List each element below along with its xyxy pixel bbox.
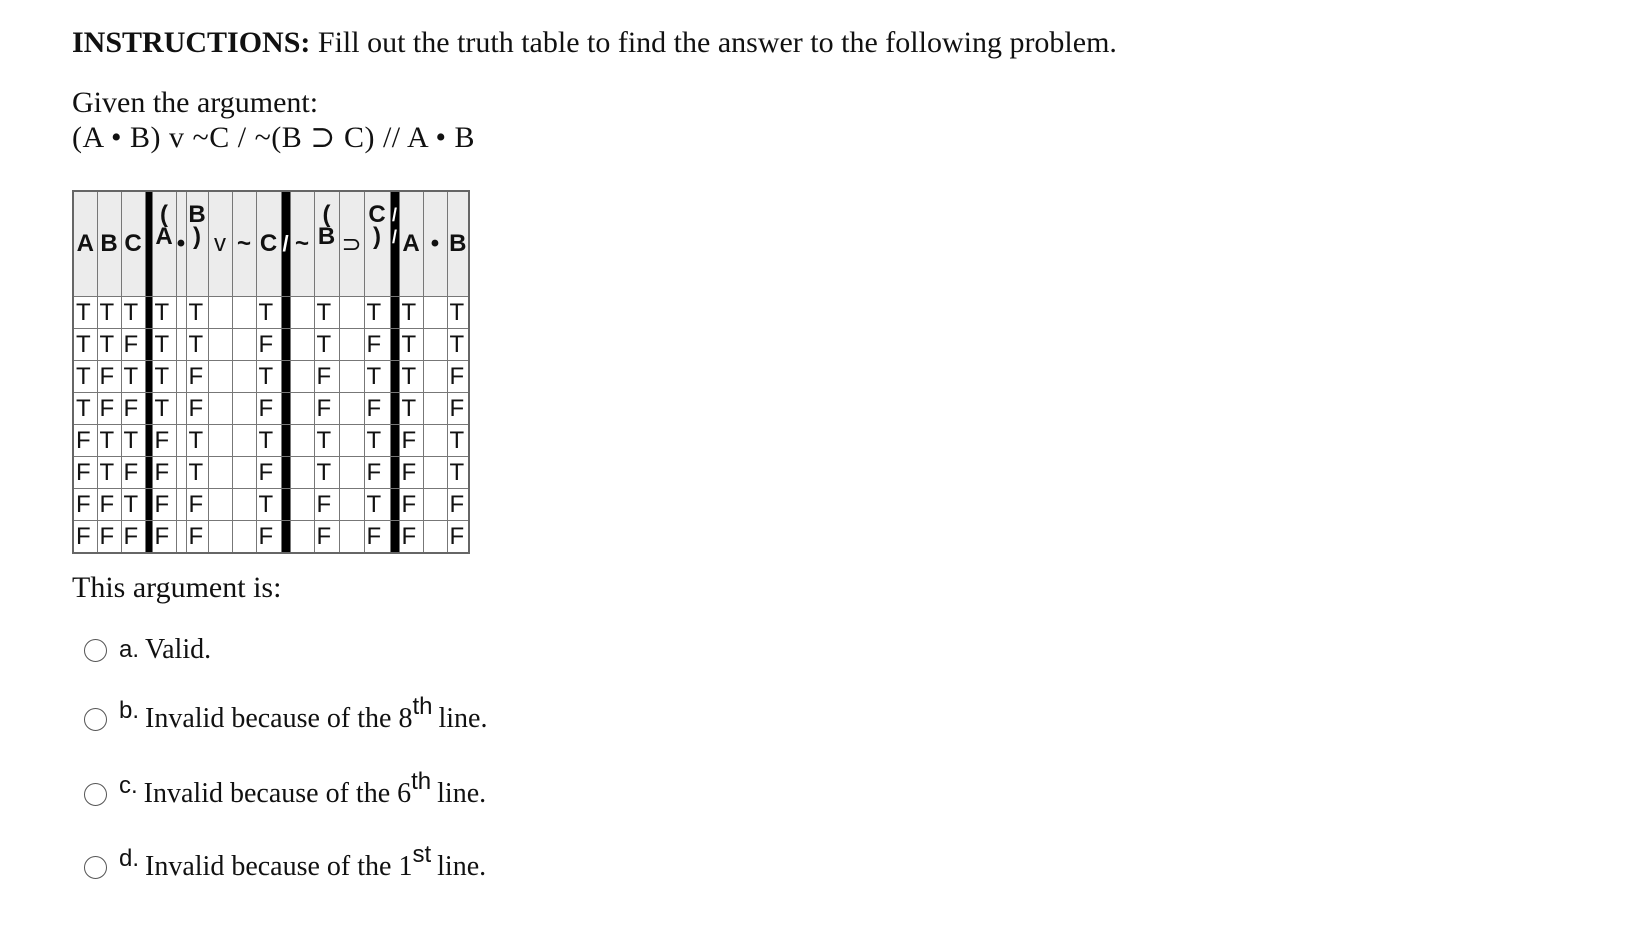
table-row: [73, 297, 469, 329]
table-cell-empty: [176, 329, 186, 361]
table-cell: T: [97, 425, 121, 457]
table-cell: F: [447, 393, 469, 425]
option-text: Invalid because of the 6: [143, 778, 412, 809]
table-cell-empty: [423, 425, 447, 457]
table-cell-empty: [176, 457, 186, 489]
header-slash-2a: /: [391, 205, 398, 225]
table-cell-empty: [290, 489, 314, 521]
table-cell-empty: [176, 297, 186, 329]
table-cell: T: [152, 361, 176, 393]
header-c-b: B: [447, 191, 469, 297]
option-text-end: line.: [437, 778, 487, 809]
table-cell: F: [97, 393, 121, 425]
header-close-paren: ): [193, 223, 201, 250]
radio-button-d[interactable]: [84, 856, 107, 879]
table-cell-empty: [290, 297, 314, 329]
radio-button-a[interactable]: [84, 639, 107, 662]
header-c: C: [121, 191, 145, 297]
table-cell: F: [73, 425, 97, 457]
separator-bar: [145, 489, 152, 521]
separator-bar: [390, 457, 399, 489]
separator-bar: [145, 297, 152, 329]
table-cell: F: [121, 393, 145, 425]
table-cell: T: [121, 297, 145, 329]
table-cell-empty: [208, 521, 232, 554]
table-row: [73, 489, 469, 521]
table-cell-empty: [176, 361, 186, 393]
table-cell: F: [314, 393, 339, 425]
table-cell: F: [399, 521, 423, 554]
separator-bar: [281, 457, 290, 489]
given-label: Given the argument:: [72, 86, 319, 119]
table-cell-empty: [339, 393, 364, 425]
table-cell-empty: [290, 329, 314, 361]
table-cell: F: [256, 457, 281, 489]
table-cell-empty: [208, 489, 232, 521]
option-a[interactable]: [84, 634, 211, 666]
table-cell: F: [447, 361, 469, 393]
separator-bar: [281, 489, 290, 521]
option-text: Valid.: [145, 634, 212, 665]
separator-bar: [281, 297, 290, 329]
separator-bar: [145, 191, 152, 297]
table-cell: T: [186, 329, 208, 361]
option-b[interactable]: [84, 693, 488, 735]
table-cell: T: [97, 329, 121, 361]
separator-bar: [281, 425, 290, 457]
ordinal-suffix: th: [412, 693, 433, 720]
table-cell: T: [73, 393, 97, 425]
table-cell: F: [256, 393, 281, 425]
header-a: A: [73, 191, 97, 297]
table-cell: T: [121, 425, 145, 457]
header-b: B: [97, 191, 121, 297]
table-cell: T: [364, 361, 390, 393]
instructions-label: INSTRUCTIONS:: [72, 26, 311, 59]
separator-bar: [281, 393, 290, 425]
header-p2-horseshoe: ⊃: [339, 191, 364, 297]
table-row: [73, 521, 469, 554]
header-c-a: A: [399, 191, 423, 297]
separator-bar: [390, 393, 399, 425]
table-cell-empty: [176, 489, 186, 521]
table-cell: F: [97, 489, 121, 521]
table-cell: F: [314, 521, 339, 554]
table-cell-empty: [290, 521, 314, 554]
table-cell: F: [152, 521, 176, 554]
table-cell: F: [364, 329, 390, 361]
separator-bar: [390, 425, 399, 457]
separator-bar: [390, 329, 399, 361]
table-cell: F: [152, 489, 176, 521]
table-cell-empty: [208, 425, 232, 457]
table-cell-empty: [232, 425, 256, 457]
table-cell: F: [256, 329, 281, 361]
separator-bar: [145, 393, 152, 425]
table-cell: F: [121, 521, 145, 554]
table-cell: T: [256, 297, 281, 329]
option-text: Invalid because of the 8: [145, 703, 413, 734]
table-cell-empty: [339, 521, 364, 554]
table-cell-empty: [339, 361, 364, 393]
table-cell: T: [256, 425, 281, 457]
table-cell-empty: [208, 297, 232, 329]
ordinal-suffix: st: [412, 841, 432, 868]
table-header-row: [73, 191, 469, 297]
table-cell: F: [364, 457, 390, 489]
header-b-letter-2: B: [317, 223, 336, 250]
header-close-paren-2: ): [373, 223, 381, 250]
table-cell: T: [447, 425, 469, 457]
table-cell: T: [399, 297, 423, 329]
table-cell: T: [447, 329, 469, 361]
header-b-letter: B: [188, 201, 206, 228]
separator-bar: [145, 361, 152, 393]
table-cell-empty: [208, 393, 232, 425]
question-text: This argument is:: [72, 571, 282, 604]
header-open-paren: (: [160, 201, 168, 228]
table-cell: T: [256, 489, 281, 521]
table-cell: F: [399, 425, 423, 457]
table-cell-empty: [232, 457, 256, 489]
table-cell: F: [364, 521, 390, 554]
table-cell-empty: [232, 297, 256, 329]
table-cell: T: [399, 361, 423, 393]
table-cell: T: [152, 393, 176, 425]
header-p1-dot: •: [176, 191, 186, 297]
table-cell: T: [364, 425, 390, 457]
table-cell-empty: [232, 393, 256, 425]
table-cell: T: [364, 297, 390, 329]
truth-table: [72, 190, 470, 554]
table-cell: F: [186, 393, 208, 425]
table-cell: T: [186, 297, 208, 329]
option-text-end: line.: [438, 703, 488, 734]
table-cell: T: [364, 489, 390, 521]
separator-bar: [390, 191, 399, 297]
table-cell: T: [152, 329, 176, 361]
separator-bar: [390, 297, 399, 329]
table-cell-empty: [339, 425, 364, 457]
separator-bar: [390, 489, 399, 521]
table-cell-empty: [290, 393, 314, 425]
table-cell: T: [121, 361, 145, 393]
table-cell: F: [97, 361, 121, 393]
table-cell-empty: [208, 361, 232, 393]
header-slash-1: /: [282, 231, 289, 256]
separator-bar: [281, 521, 290, 554]
table-cell-empty: [208, 457, 232, 489]
table-cell: F: [447, 521, 469, 554]
table-cell-empty: [290, 457, 314, 489]
separator-bar: [390, 361, 399, 393]
table-cell-empty: [290, 425, 314, 457]
table-cell-empty: [176, 521, 186, 554]
table-cell-empty: [423, 329, 447, 361]
table-cell: F: [97, 521, 121, 554]
header-p1-a: [152, 191, 176, 297]
table-cell: T: [121, 489, 145, 521]
separator-bar: [281, 191, 290, 297]
header-p1-tilde: ~: [232, 191, 256, 297]
table-cell-empty: [232, 489, 256, 521]
header-a-letter: A: [155, 223, 173, 250]
table-cell-empty: [232, 329, 256, 361]
table-cell-empty: [176, 393, 186, 425]
header-p2-b: [314, 191, 339, 297]
header-p1-v: v: [208, 191, 232, 297]
table-cell-empty: [423, 361, 447, 393]
table-cell: T: [186, 457, 208, 489]
table-cell: F: [73, 489, 97, 521]
header-c-dot: •: [423, 191, 447, 297]
table-cell: F: [186, 489, 208, 521]
table-cell: F: [121, 329, 145, 361]
table-cell: F: [256, 521, 281, 554]
option-d[interactable]: [84, 841, 487, 883]
table-cell-empty: [232, 361, 256, 393]
table-cell: F: [73, 521, 97, 554]
option-text: Invalid because of the 1: [145, 851, 413, 882]
table-cell: T: [73, 297, 97, 329]
table-cell: F: [399, 457, 423, 489]
header-p2-tilde: ~: [290, 191, 314, 297]
instructions-text: Fill out the truth table to find the answer to the following problem.: [310, 26, 1117, 59]
table-row: [73, 329, 469, 361]
table-cell: T: [314, 297, 339, 329]
table-cell: F: [314, 489, 339, 521]
option-letter: c.: [119, 772, 138, 799]
table-cell-empty: [176, 425, 186, 457]
table-cell: T: [73, 329, 97, 361]
table-cell-empty: [423, 521, 447, 554]
option-text-end: line.: [437, 851, 487, 882]
table-cell: F: [186, 521, 208, 554]
header-p1-c: C: [256, 191, 281, 297]
table-cell: T: [73, 361, 97, 393]
table-cell: T: [97, 457, 121, 489]
table-cell: T: [447, 297, 469, 329]
table-cell-empty: [339, 329, 364, 361]
table-cell: T: [399, 393, 423, 425]
table-cell-empty: [423, 393, 447, 425]
option-c[interactable]: [84, 768, 487, 810]
table-cell: T: [152, 297, 176, 329]
table-cell: F: [399, 489, 423, 521]
header-slash-2b: /: [391, 227, 398, 247]
table-cell: F: [152, 425, 176, 457]
option-letter: a.: [119, 636, 140, 663]
table-cell: T: [314, 425, 339, 457]
table-cell: F: [186, 361, 208, 393]
option-letter: b.: [119, 697, 140, 724]
table-cell-empty: [339, 297, 364, 329]
table-cell: F: [73, 457, 97, 489]
separator-bar: [145, 521, 152, 554]
table-cell: T: [97, 297, 121, 329]
radio-button-c[interactable]: [84, 783, 107, 806]
table-row: [73, 457, 469, 489]
header-c-letter-2: C: [368, 201, 386, 228]
separator-bar: [145, 425, 152, 457]
separator-bar: [145, 457, 152, 489]
table-cell-empty: [423, 297, 447, 329]
table-row: [73, 361, 469, 393]
separator-bar: [281, 361, 290, 393]
argument-formula: (A • B) v ~C / ~(B ⊃ C) // A • B: [72, 121, 475, 154]
table-cell: F: [364, 393, 390, 425]
table-cell-empty: [339, 457, 364, 489]
header-p2-c: [364, 191, 390, 297]
table-cell: T: [314, 457, 339, 489]
radio-button-b[interactable]: [84, 708, 107, 731]
table-cell-empty: [339, 489, 364, 521]
table-row: [73, 393, 469, 425]
header-open-paren-2: (: [322, 201, 331, 228]
table-cell: F: [314, 361, 339, 393]
table-cell: T: [399, 329, 423, 361]
table-cell-empty: [290, 361, 314, 393]
table-cell-empty: [423, 489, 447, 521]
table-cell: T: [314, 329, 339, 361]
table-cell: F: [121, 457, 145, 489]
table-cell: F: [152, 457, 176, 489]
ordinal-suffix: th: [411, 768, 432, 795]
table-row: [73, 425, 469, 457]
instructions: [72, 26, 1117, 60]
option-letter: d.: [119, 845, 140, 872]
separator-bar: [281, 329, 290, 361]
table-cell-empty: [208, 329, 232, 361]
table-cell: F: [447, 489, 469, 521]
table-cell: T: [186, 425, 208, 457]
table-cell-empty: [423, 457, 447, 489]
separator-bar: [390, 521, 399, 554]
table-cell: T: [447, 457, 469, 489]
table-cell: T: [256, 361, 281, 393]
separator-bar: [145, 329, 152, 361]
table-cell-empty: [232, 521, 256, 554]
header-p1-b: [186, 191, 208, 297]
